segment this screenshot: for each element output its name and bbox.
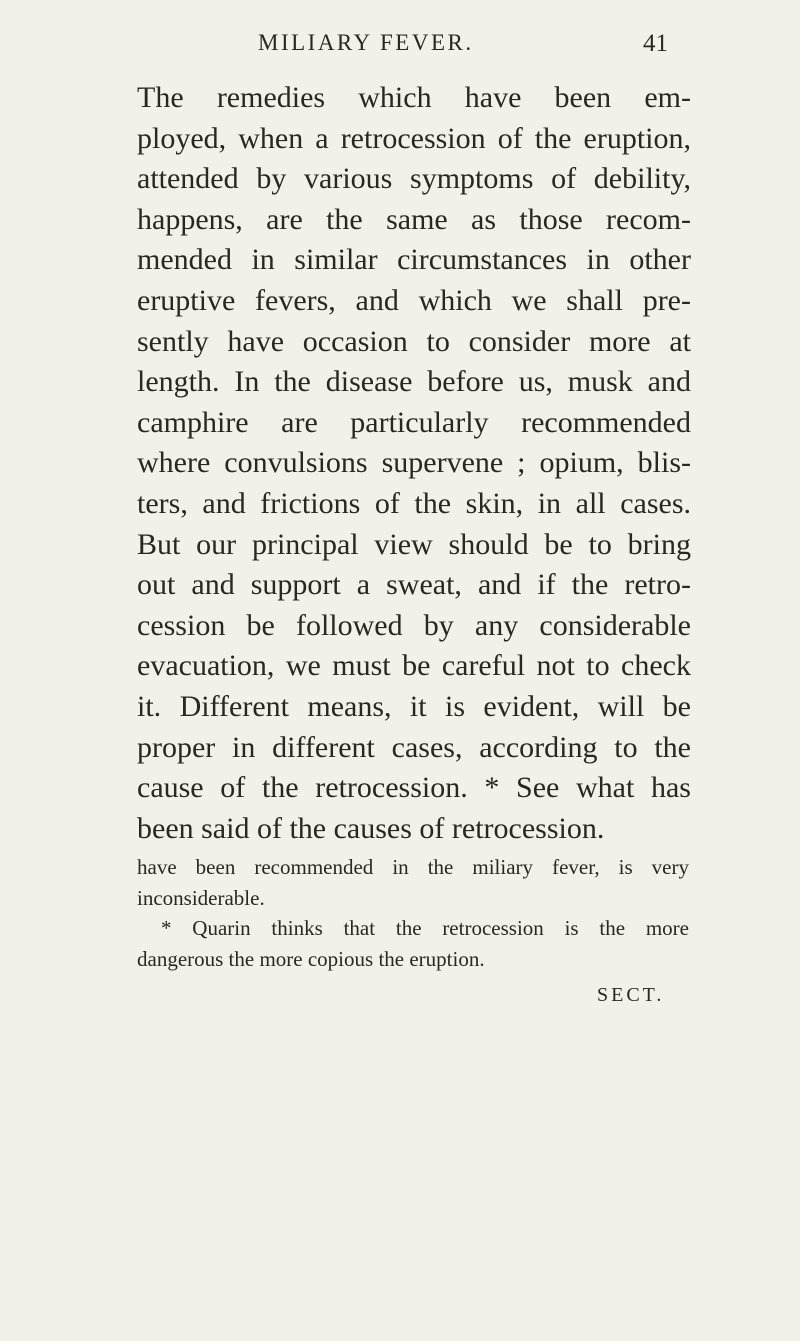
- body-line: it. Different means, it is evident, will be: [137, 689, 691, 723]
- body-line: out and support a sweat, and if the retro-: [137, 568, 691, 602]
- body-line: cession be followed by any considerable: [137, 608, 691, 642]
- footnote-line: * Quarin thinks that the retrocession is the more: [161, 916, 689, 940]
- body-line: ployed, when a retrocession of the eruption,: [137, 121, 691, 155]
- body-line: happens, are the same as those recom-: [137, 202, 691, 236]
- body-line: camphire are particularly recommended: [137, 405, 691, 439]
- footnote-line: have been recommended in the miliary fever, is very: [137, 855, 689, 879]
- footnote-line: dangerous the more copious the eruption.: [137, 946, 485, 971]
- body-line: where convulsions supervene ; opium, blis-: [137, 446, 691, 480]
- running-title: MILIARY FEVER.: [258, 30, 474, 55]
- body-paragraph: [137, 78, 691, 849]
- body-line: length. In the disease before us, musk and: [137, 365, 691, 399]
- footnotes: [137, 852, 689, 974]
- body-line: eruptive fevers, and which we shall pre-: [137, 283, 691, 317]
- body-line: cause of the retrocession. * See what has: [137, 771, 691, 805]
- body-line: The remedies which have been em-: [137, 81, 691, 114]
- body-line: ters, and frictions of the skin, in all cases.: [137, 486, 691, 520]
- footnote-line: inconsiderable.: [137, 885, 265, 910]
- body-line: evacuation, we must be careful not to check: [137, 649, 691, 683]
- body-line: mended in similar circumstances in other: [137, 243, 691, 277]
- body-line: been said of the causes of retrocession.: [137, 811, 605, 845]
- body-line: sently have occasion to consider more at: [137, 324, 691, 358]
- body-line: attended by various symptoms of debility,: [137, 162, 691, 196]
- body-line: proper in different cases, according to the: [137, 730, 691, 764]
- catchword: SECT.: [597, 984, 665, 1006]
- body-line: But our principal view should be to bring: [137, 527, 691, 561]
- running-head: [258, 30, 668, 60]
- page-number: 41: [643, 30, 668, 57]
